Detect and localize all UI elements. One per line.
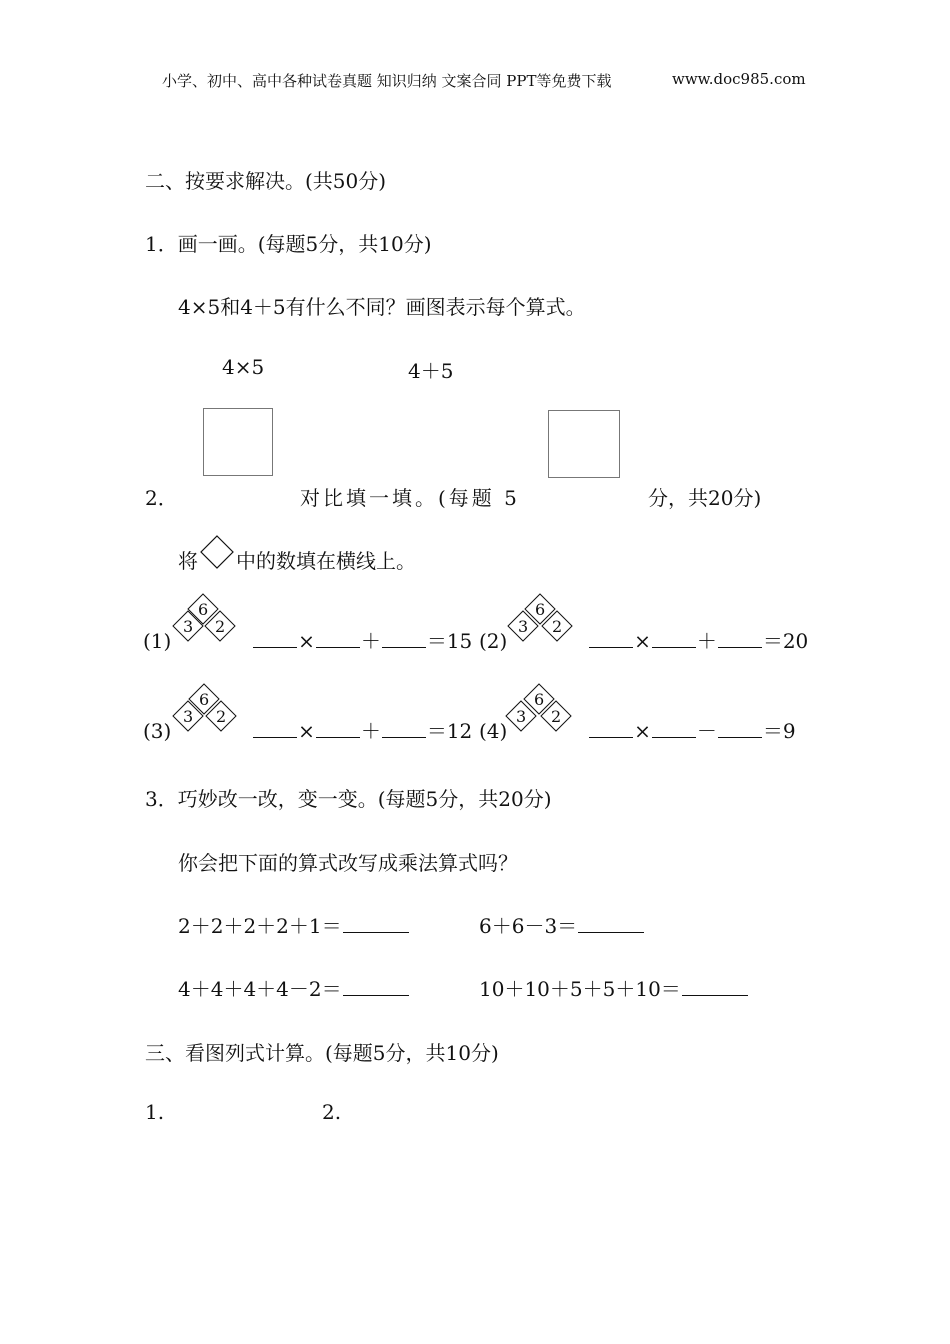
section3-item-1: 1.: [145, 1100, 165, 1124]
diamond-number-3: 3: [516, 707, 527, 726]
q3-title: 3．巧妙改一改，变一变。(每题5分，共20分): [145, 787, 552, 811]
answer-blank[interactable]: [682, 994, 748, 996]
q2-title-part2: 分，共20分): [648, 486, 762, 510]
rewrite-expr-4: [479, 973, 749, 1002]
diamond-number-3: 3: [183, 707, 194, 726]
result: ＝15: [426, 629, 473, 653]
diamond-number-6: 6: [199, 690, 210, 709]
answer-blank[interactable]: [652, 736, 696, 738]
answer-blank[interactable]: [589, 736, 633, 738]
fill-item-2: [479, 625, 808, 654]
expression: 10＋10＋5＋5＋10＝: [479, 977, 681, 1001]
answer-blank[interactable]: [316, 646, 360, 648]
answer-blank[interactable]: [343, 994, 409, 996]
operator: －: [696, 719, 717, 743]
operator: ＋: [360, 629, 381, 653]
operator: ＋: [696, 629, 717, 653]
q1-prompt: 4×5和4＋5有什么不同？画图表示每个算式。: [178, 295, 586, 319]
result: ＝20: [762, 629, 809, 653]
result: ＝9: [762, 719, 796, 743]
answer-blank[interactable]: [718, 736, 762, 738]
section2-title: 二、按要求解决。(共50分): [145, 169, 387, 193]
answer-blank[interactable]: [343, 931, 409, 933]
diamond-number-6: 6: [534, 690, 545, 709]
answer-blank[interactable]: [578, 931, 644, 933]
answer-blank[interactable]: [253, 646, 297, 648]
header-left-text: 小学、初中、高中各种试卷真题 知识归纳 文案合同 PPT等免费下载: [162, 72, 612, 90]
diamond-icon: [199, 534, 235, 570]
q2-number: 2．: [145, 486, 178, 510]
item-label: (4): [479, 719, 508, 743]
operator: ×: [298, 719, 315, 743]
operator: ×: [634, 719, 651, 743]
q1-title: 1．画一画。(每题5分，共10分): [145, 232, 432, 256]
diamond-number-2: 2: [215, 617, 226, 636]
header-website: www.doc985.com: [672, 70, 806, 88]
drawing-box-a[interactable]: [203, 408, 273, 476]
item-label: (1): [143, 629, 172, 653]
q2-prompt-part2: 中的数填在横线上。: [236, 549, 416, 573]
answer-blank[interactable]: [589, 646, 633, 648]
item-label: (3): [143, 719, 172, 743]
diamond-number-6: 6: [198, 600, 209, 619]
section3-title: 三、看图列式计算。(每题5分，共10分): [145, 1041, 499, 1065]
q3-prompt: 你会把下面的算式改写成乘法算式吗？: [178, 851, 518, 875]
result: ＝12: [426, 719, 473, 743]
rewrite-expr-3: [178, 973, 410, 1002]
q2-title-part1: 对比填一填。(每题 5: [300, 486, 520, 510]
section3-item-2: 2.: [322, 1100, 342, 1124]
diamond-number-2: 2: [551, 707, 562, 726]
q2-prompt-part1: 将: [178, 549, 198, 573]
answer-blank[interactable]: [316, 736, 360, 738]
answer-blank[interactable]: [652, 646, 696, 648]
operator: ＋: [360, 719, 381, 743]
fill-item-4: [479, 715, 796, 744]
item-label: (2): [479, 629, 508, 653]
diamond-number-6: 6: [535, 600, 546, 619]
diamond-number-3: 3: [183, 617, 194, 636]
drawing-box-b[interactable]: [548, 410, 620, 478]
answer-blank[interactable]: [382, 736, 426, 738]
fill-item-1: [143, 625, 472, 654]
answer-blank[interactable]: [718, 646, 762, 648]
expression: 2＋2＋2＋2＋1＝: [178, 914, 342, 938]
diamond-number-2: 2: [552, 617, 563, 636]
answer-blank[interactable]: [253, 736, 297, 738]
operator: ×: [634, 629, 651, 653]
answer-blank[interactable]: [382, 646, 426, 648]
rewrite-expr-2: [479, 910, 645, 939]
expression: 6＋6－3＝: [479, 914, 578, 938]
q1-expr-b: 4＋5: [408, 359, 454, 383]
fill-item-3: [143, 715, 472, 744]
diamond-number-2: 2: [216, 707, 227, 726]
rewrite-expr-1: [178, 910, 410, 939]
expression: 4＋4＋4＋4－2＝: [178, 977, 342, 1001]
diamond-number-3: 3: [518, 617, 529, 636]
operator: ×: [298, 629, 315, 653]
q1-expr-a: 4×5: [222, 355, 265, 379]
